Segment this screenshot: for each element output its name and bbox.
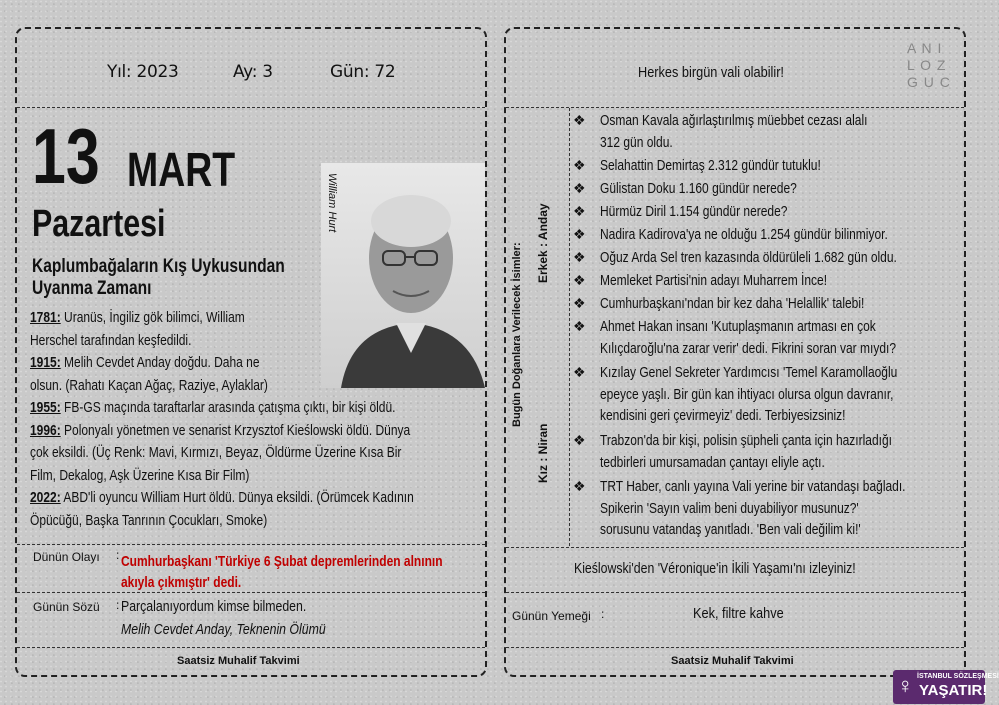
- news-item-2: Selahattin Demirtaş 2.312 gündür tutuklu!: [600, 157, 821, 174]
- event-1996: 1996: Polonyalı yönetmen ve senarist Krzysztof Kieślowski öldü. Dünya çok eksildi. (Üç Renk: Mavi, Kırmızı, Beyaz, Öldürme Üzerine Kısa Bir Film, Dekalog, Aşk Üzerine Kısa Bir Film): [30, 421, 411, 484]
- left-footer: Saatsiz Muhalif Takvimi: [177, 655, 300, 667]
- bullet-icon: ❖: [573, 272, 586, 288]
- right-divider-top: [506, 107, 964, 108]
- film-recommendation: Kieślowski'den 'Véronique'in İkili Yaşamı'nı izleyiniz!: [574, 560, 856, 577]
- weekday: Pazartesi: [32, 203, 166, 245]
- news-item-10: Kızılay Genel Sekreter Yardımcısı 'Temel Karamollaoğlu epeyce yaşlı. Bir gün kan ihtiyacı olursa olgun davranır, kendisini geri çevirmeyiz' dedi. Terbiyesizsiniz!: [600, 364, 898, 424]
- news-item-1: Osman Kavala ağırlaştırılmış müebbet cezası alalı 312 gün oldu.: [600, 112, 868, 151]
- logo-mark: [907, 40, 951, 91]
- subtitle-line-2: Uyanma Zamanı: [32, 278, 152, 299]
- news-item-12: TRT Haber, canlı yayına Vali yerine bir vatandaşı bağladı. Spikerin 'Sayın valim beni duyabiliyor musunuz?' sorusunu vatandaş yanıtladı. 'Ben vali değilim ki!': [600, 478, 906, 538]
- yemek-label: Günün Yemeği: [512, 609, 591, 623]
- logo-line-1: A N I: [907, 40, 943, 56]
- events-list: [30, 307, 478, 532]
- bullet-icon: ❖: [573, 432, 586, 448]
- left-divider-soz: [17, 592, 485, 593]
- news-item-11: Trabzon'da bir kişi, polisin şüpheli çanta için hazırladığı tedbirleri umursamadan çantayı eliyle açtı.: [600, 432, 892, 471]
- right-footer: Saatsiz Muhalif Takvimi: [671, 655, 794, 667]
- news-item-6: Oğuz Arda Sel tren kazasında öldürüleli 1.682 gün oldu.: [600, 249, 897, 266]
- logo-line-3: G U C: [907, 74, 951, 90]
- event-1781: 1781: Uranüs, İngiliz gök bilimci, William Herschel tarafından keşfedildi.: [30, 309, 245, 349]
- right-header-text: Herkes birgün vali olabilir!: [638, 64, 784, 81]
- bullet-icon: ❖: [573, 180, 586, 196]
- names-male: Erkek : Anday: [536, 203, 550, 283]
- right-divider-footer: [506, 647, 964, 648]
- olay-text: Cumhurbaşkanı 'Türkiye 6 Şubat depremlerinden alnının akıyla çıkmıştır' dedi.: [121, 553, 443, 591]
- news-item-7: Memleket Partisi'nin adayı Muharrem İnce!: [600, 272, 828, 289]
- left-divider-footer: [17, 647, 485, 648]
- event-2022: 2022: ABD'li oyuncu William Hurt öldü. Dünya eksildi. (Örümcek Kadının Öpücüğü, Başka Tanrının Çocukları, Smoke): [30, 489, 414, 529]
- bullet-icon: ❖: [573, 112, 586, 128]
- event-1955: 1955: FB-GS maçında taraftarlar arasında çatışma çıktı, bir kişi öldü.: [30, 399, 396, 416]
- yemek-text: Kek, filtre kahve: [693, 605, 784, 622]
- bullet-icon: ❖: [573, 295, 586, 311]
- header-year: Yıl: 2023: [107, 62, 179, 82]
- bullet-icon: ❖: [573, 364, 586, 380]
- names-column-divider: [569, 108, 570, 546]
- olay-colon: :: [116, 548, 120, 562]
- bullet-icon: ❖: [573, 157, 586, 173]
- istanbul-convention-badge: [893, 670, 999, 704]
- badge-line-2: YAŞATIR!: [919, 682, 988, 699]
- female-symbol-icon: ♀: [897, 673, 914, 698]
- soz-label: Günün Sözü: [33, 600, 100, 614]
- soz-colon: :: [116, 598, 120, 612]
- olay-label: Dünün Olayı: [33, 550, 100, 564]
- left-divider-top: [17, 107, 485, 108]
- soz-author: Melih Cevdet Anday, Teknenin Ölümü: [121, 621, 326, 638]
- names-female: Kız : Niran: [536, 423, 550, 483]
- left-divider-olay: [17, 544, 485, 545]
- news-item-5: Nadira Kadirova'ya ne olduğu 1.254 gündür bilinmiyor.: [600, 226, 888, 243]
- bullet-icon: ❖: [573, 203, 586, 219]
- month-name: MART: [127, 144, 236, 197]
- names-title: Bugün Doğanlara Verilecek İsimler:: [511, 242, 523, 427]
- soz-text: Parçalanıyordum kimse bilmeden.: [121, 598, 307, 615]
- news-item-8: Cumhurbaşkanı'ndan bir kez daha 'Helallik' talebi!: [600, 295, 865, 312]
- header-month: Ay: 3: [233, 62, 273, 82]
- news-item-9: Ahmet Hakan insanı 'Kutuplaşmanın artması en çok Kılıçdaroğlu'na zarar verir' dedi. Fikrini soran var mıydı?: [600, 318, 897, 357]
- yemek-colon: :: [601, 607, 605, 621]
- bullet-icon: ❖: [573, 478, 586, 494]
- logo-line-2: L O Z: [907, 57, 947, 73]
- photo-caption: William Hurt: [326, 173, 338, 233]
- event-1915: 1915: Melih Cevdet Anday doğdu. Daha ne olsun. (Rahatı Kaçan Ağaç, Raziye, Aylaklar): [30, 354, 268, 394]
- news-item-4: Hürmüz Diril 1.154 gündür nerede?: [600, 203, 788, 220]
- bullet-icon: ❖: [573, 249, 586, 265]
- day-number: 13: [32, 112, 100, 200]
- subtitle-line-1: Kaplumbağaların Kış Uykusundan: [32, 256, 285, 277]
- header-day: Gün: 72: [330, 62, 396, 82]
- bullet-icon: ❖: [573, 226, 586, 242]
- badge-line-1: İSTANBUL SÖZLEŞMESİ: [917, 673, 999, 680]
- right-divider-yemek: [506, 592, 964, 593]
- bullet-icon: ❖: [573, 318, 586, 334]
- right-divider-film: [506, 547, 964, 548]
- news-item-3: Gülistan Doku 1.160 gündür nerede?: [600, 180, 797, 197]
